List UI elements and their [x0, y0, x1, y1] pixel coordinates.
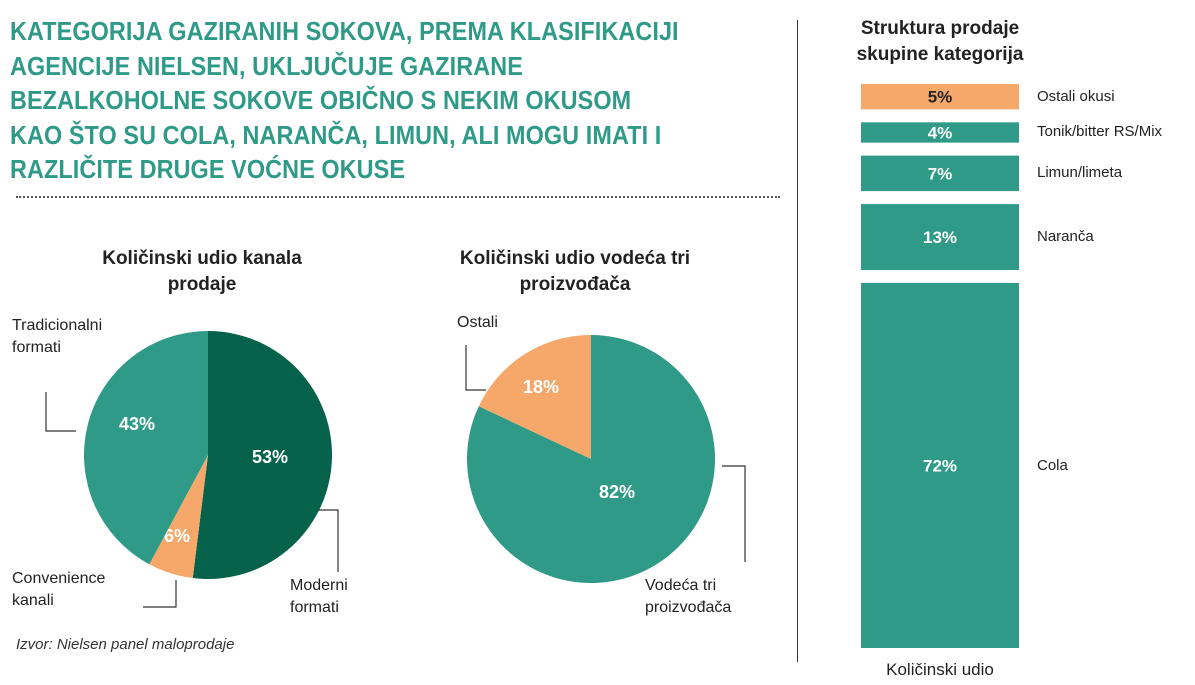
headline-line: KATEGORIJA GAZIRANIH SOKOVA, PREMA KLASIFIKACIJI	[10, 16, 679, 46]
bar-category-label: Naranča	[1037, 228, 1094, 246]
pie1-title-line: prodaje	[167, 274, 237, 295]
pie-category-label: Convenience	[12, 570, 106, 587]
pie-category-label: kanali	[12, 592, 54, 609]
bar-category-label: Ostali okusi	[1037, 87, 1115, 105]
pie-category-label: formati	[12, 339, 61, 356]
pie-value-label: 82%	[598, 482, 636, 502]
source-note: Izvor: Nielsen panel maloprodaje	[16, 636, 235, 653]
pie-value-label: 43%	[118, 414, 156, 434]
bar-title-line: Struktura prodaje	[860, 18, 1020, 39]
pie2-title-line: Količinski udio vodeća tri	[459, 248, 691, 269]
bar-title-line: skupine kategorija	[856, 44, 1024, 65]
leader-line	[143, 580, 176, 607]
pie-value-label: 18%	[522, 377, 560, 397]
bar-xlabel: Količinski udio	[886, 660, 994, 679]
pie-category-label: Tradicionalni	[12, 317, 103, 334]
leader-line	[722, 466, 745, 562]
pie-category-label: Vodeća tri	[645, 577, 717, 594]
bar-category-label: Limun/limeta	[1037, 164, 1123, 182]
leader-line	[466, 345, 486, 390]
leader-line	[318, 510, 338, 572]
pie-category-label: Ostali	[457, 314, 498, 331]
bar-value-label: 4%	[927, 123, 953, 143]
pie2-title-line: proizvođača	[519, 274, 631, 295]
leader-line	[46, 392, 76, 431]
pie-value-label: 6%	[163, 526, 191, 546]
pie-category-label: Moderni	[290, 577, 348, 594]
pie-value-label: 53%	[251, 447, 289, 467]
headline-line: RAZLIČITE DRUGE VOĆNE OKUSE	[10, 154, 406, 184]
headline-line: BEZALKOHOLNE SOKOVE OBIČNO S NEKIM OKUSOM	[10, 85, 632, 115]
bar-value-label: 7%	[927, 164, 953, 184]
bar-value-label: 72%	[922, 456, 958, 476]
pie-category-label: formati	[290, 599, 339, 616]
pie1-title-line: Količinski udio kanala	[102, 248, 302, 269]
bar-category-label: Tonik/bitter RS/Mix	[1037, 123, 1163, 141]
bar-value-label: 13%	[922, 228, 958, 248]
headline-line: AGENCIJE NIELSEN, UKLJUČUJE GAZIRANE	[10, 50, 523, 81]
pie-category-label: proizvođača	[645, 599, 732, 616]
bar-category-label: Cola	[1037, 456, 1068, 474]
headline-line: KAO ŠTO SU COLA, NARANČA, LIMUN, ALI MOGU IMATI I	[10, 119, 662, 150]
bar-value-label: 5%	[927, 87, 953, 107]
